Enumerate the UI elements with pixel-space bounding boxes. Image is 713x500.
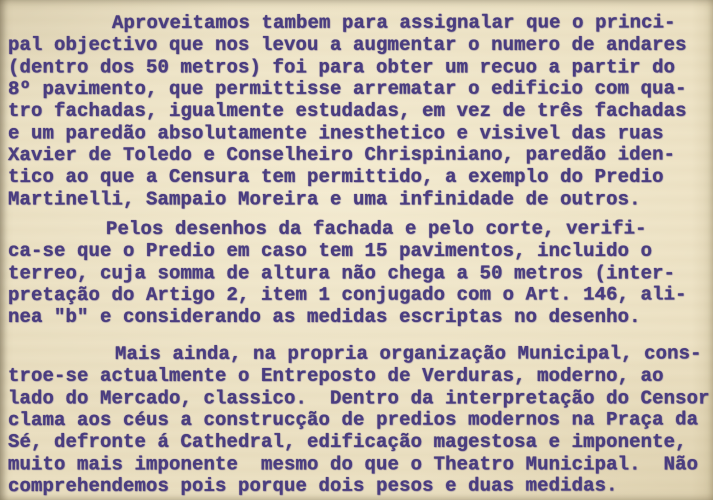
text-line: e um paredão absolutamente inesthetico e visivel das ruas <box>8 122 664 145</box>
text-line: ca-se que o Predio em caso tem 15 pavimentos, incluido o <box>8 240 653 262</box>
text-line: pretação do Artigo 2, item 1 conjugado com o Art. 146, ali- <box>7 283 687 307</box>
text-line: nea "b" e considerando as medidas escriptas no desenho. <box>8 306 641 328</box>
text-line: comprehendemos pois porque dois pesos e duas medidas. <box>7 474 618 498</box>
text-line: Pelos desenhos da fachada e pelo corte, verifi- <box>105 217 647 240</box>
document-text <box>7 11 710 498</box>
text-line: (dentro dos 50 metros) foi para obter um recuo a partir do <box>8 56 676 79</box>
text-line: pal objectivo que nos levou a augmentar o numero de andares <box>8 34 687 56</box>
text-line: muito mais imponente mesmo do que o Theatro Municipal. Não <box>8 453 699 476</box>
text-line: lado do Mercado, classico. Dentro da interpretação do Censor <box>8 387 710 410</box>
paragraph <box>7 342 710 498</box>
text-line: terreo, cuja somma de altura não chega a 50 metros (inter- <box>8 262 676 285</box>
text-line: Mais ainda, na propria organização Municipal, cons- <box>114 342 702 365</box>
text-line: Aproveitamos tambem para assignalar que o princi- <box>111 11 676 34</box>
paragraph <box>8 218 707 328</box>
text-line: 8º pavimento, que permittisse arrematar o edificio com qua- <box>7 77 687 101</box>
text-line: Sé, defronte á Cathedral, edificação magestosa e imponente, <box>8 431 687 453</box>
text-line: Xavier de Toledo e Conselheiro Chrispiniano, paredão iden- <box>7 143 676 167</box>
text-line: Martinelli, Sampaio Moreira e uma infinidade de outros. <box>8 188 641 211</box>
text-line: troe-se actualmente o Entreposto de Verduras, moderno, ao <box>8 365 664 387</box>
text-line: tico ao que a Censura tem permittido, a exemplo do Predio <box>8 166 664 188</box>
text-line: tro fachadas, igualmente estudadas, em vez de três fachadas <box>8 100 687 122</box>
paragraph <box>8 12 707 210</box>
text-line: clama aos céus a construcção de predios modernos na Praça da <box>7 408 699 432</box>
